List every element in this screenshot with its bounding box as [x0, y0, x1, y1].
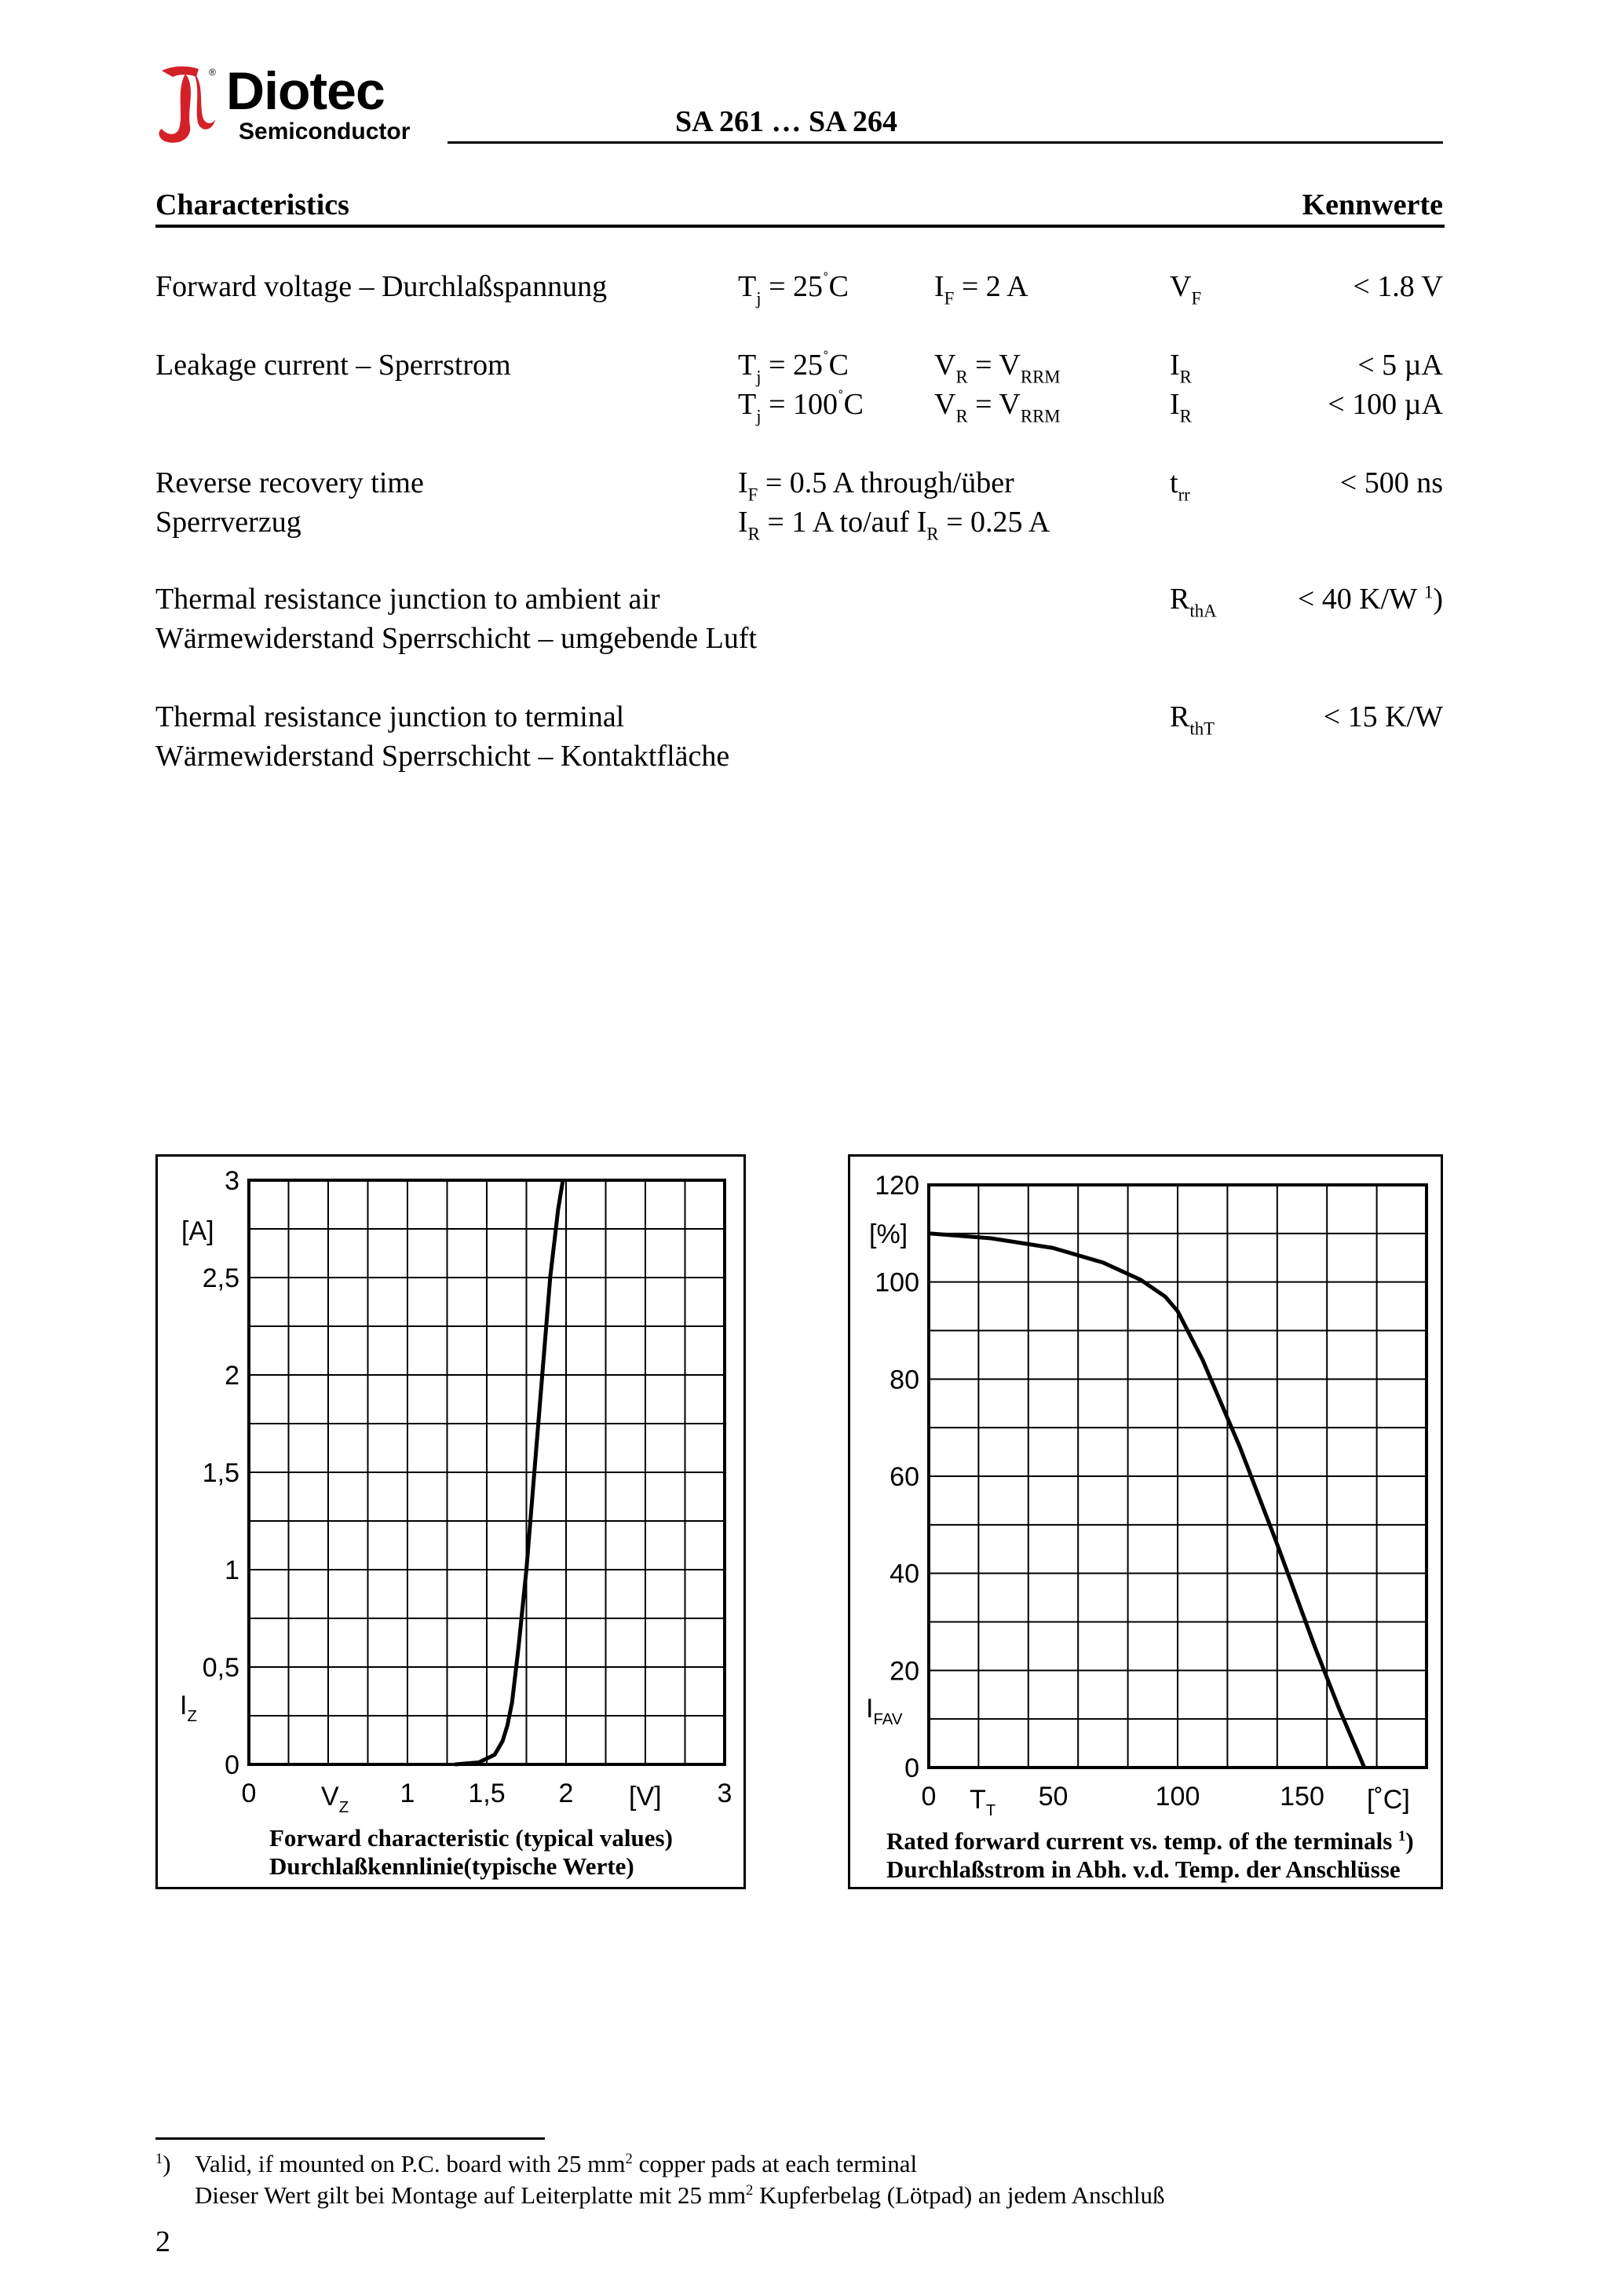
brand-name: Diotec — [226, 61, 385, 121]
forward-characteristic-chart — [158, 1157, 743, 1808]
chart1-x-unit: [V] — [629, 1782, 662, 1812]
chart1-y-tick-label: 1,5 — [202, 1458, 239, 1488]
leakage-r2-value: < 100 µA — [1328, 388, 1443, 421]
caption-text: Rated forward current vs. temp. of the terminals — [886, 1827, 1399, 1855]
chart1-y-tick-label: 0 — [225, 1750, 239, 1780]
chart2-y-tick-label: 60 — [890, 1462, 919, 1492]
symbol-sub: rr — [1178, 484, 1190, 505]
rth-terminal-symbol — [1170, 697, 1215, 737]
chart2-y-tick-label: 20 — [890, 1656, 919, 1687]
footnote-rule — [155, 2137, 545, 2140]
recovery-cond-ir — [738, 503, 1050, 542]
diotec-logo — [155, 63, 438, 149]
chart1-y-unit: [A] — [181, 1216, 214, 1246]
rth-ambient-value — [1225, 579, 1443, 619]
cond-unit: C — [828, 270, 849, 303]
part-range-title: SA 261 … SA 264 — [675, 105, 897, 138]
cond-symbol: T — [738, 388, 757, 421]
symbol-main: R — [1170, 700, 1190, 733]
degree-sign: ˚ — [823, 348, 829, 368]
cond-value: = 0.5 A through/über — [758, 466, 1014, 499]
cond-symbol: I — [934, 270, 944, 303]
chart2-y-tick-label: 120 — [875, 1171, 919, 1201]
cond-value: = V — [967, 388, 1021, 421]
cond-symbol: I — [738, 506, 748, 539]
forward-voltage-value: < 1.8 V — [1353, 270, 1443, 303]
symbol-main: I — [1170, 388, 1180, 421]
cond-symbol: V — [934, 388, 956, 421]
cond-subscript: R — [747, 524, 760, 544]
chart1-y-tick-label: 2,5 — [202, 1263, 239, 1293]
cond-value: = 1 A to/auf I — [759, 506, 927, 539]
cond-symbol: T — [738, 270, 757, 303]
leakage-label: Leakage current – Sperrstrom — [155, 349, 511, 382]
recovery-label-de: Sperrverzug — [155, 506, 301, 539]
cond-value: = 2 A — [954, 270, 1028, 303]
footnote-ref-close: ) — [1433, 583, 1443, 616]
cond-unit: C — [843, 388, 864, 421]
header-rule — [448, 141, 1443, 144]
cond-value: = V — [967, 349, 1021, 382]
footnote-ref-close: ) — [1405, 1827, 1414, 1855]
cond-value: = 25 — [761, 270, 823, 303]
rth-ambient-symbol — [1170, 579, 1217, 619]
chart1-caption-en: Forward characteristic (typical values) — [269, 1824, 673, 1852]
footnote-paren: ) — [163, 2150, 171, 2177]
chart1-y-tick-label: 0,5 — [202, 1653, 239, 1683]
leakage-r1-value: < 5 µA — [1357, 349, 1443, 382]
chart2-x-symbol — [970, 1785, 996, 1820]
chart1-y-symbol — [180, 1691, 197, 1726]
chart1-x-symbol — [321, 1782, 349, 1817]
forward-voltage-cond-tj — [738, 267, 849, 309]
symbol-sub: Z — [338, 1799, 349, 1817]
forward-characteristic-panel — [155, 1154, 746, 1889]
chart2-y-tick-label: 80 — [890, 1365, 919, 1395]
symbol-main: V — [321, 1782, 339, 1812]
cond-subscript: R — [955, 367, 968, 387]
recovery-label-en: Reverse recovery time — [155, 466, 424, 499]
footnote-text: Dieser Wert gilt bei Montage auf Leiterplatte mit 25 mm — [195, 2181, 746, 2209]
chart2-caption-de: Durchlaßstrom in Abh. v.d. Temp. der Anschlüsse — [886, 1855, 1401, 1883]
symbol-main: I — [1170, 349, 1180, 382]
chart2-y-tick-label: 40 — [890, 1559, 919, 1589]
degree-sign: ˚ — [823, 269, 829, 290]
section-rule — [155, 225, 1445, 228]
forward-voltage-symbol — [1170, 267, 1202, 309]
footnote-text: Valid, if mounted on P.C. board with 25 mm — [195, 2150, 626, 2177]
rated-current-chart — [850, 1157, 1441, 1812]
cond-value: = 100 — [761, 388, 838, 421]
forward-voltage-cond-if — [934, 267, 1028, 309]
symbol-sub: R — [1179, 406, 1192, 426]
symbol-sub: Z — [187, 1708, 197, 1726]
brand-subtitle: Semiconductor — [239, 119, 411, 144]
chart2-y-tick-label: 100 — [875, 1267, 919, 1298]
symbol-main: t — [1170, 466, 1178, 499]
cond-subscript: j — [756, 288, 762, 309]
chart2-y-symbol — [866, 1694, 903, 1729]
chart1-x-tick-label: 0 — [241, 1779, 257, 1808]
chart1-caption-de: Durchlaßkennlinie(typische Werte) — [269, 1852, 634, 1880]
cond-subscript: R — [926, 524, 939, 544]
footnote-line-en — [195, 2148, 917, 2180]
footnote-text: copper pads at each terminal — [632, 2150, 918, 2177]
svg-text:®: ® — [209, 67, 216, 78]
rth-terminal-label-en: Thermal resistance junction to terminal — [155, 700, 625, 733]
section-title-en: Characteristics — [155, 188, 349, 221]
footnote-number: 1 — [155, 2150, 163, 2167]
cond-subscript: RRM — [1020, 406, 1061, 426]
leakage-r2-tj — [738, 385, 864, 424]
section-title-de: Kennwerte — [1302, 188, 1443, 221]
chart2-caption-en — [886, 1827, 1414, 1855]
chart1-y-tick-label: 1 — [225, 1556, 239, 1585]
chart1-x-tick-label: 1,5 — [468, 1779, 506, 1808]
superscript: 2 — [625, 2150, 633, 2167]
chart1-x-tick-label: 1 — [400, 1779, 415, 1808]
diotec-logo-mark — [155, 63, 218, 149]
symbol-sub: F — [1191, 288, 1202, 309]
chart2-y-unit: [%] — [869, 1219, 908, 1249]
page-number: 2 — [155, 2225, 170, 2258]
value-text: < 40 K/W — [1297, 583, 1424, 616]
leakage-r2-symbol — [1170, 385, 1192, 424]
symbol-main: I — [180, 1691, 188, 1720]
chart2-series-line — [929, 1234, 1364, 1768]
symbol-sub: R — [1179, 367, 1192, 387]
cond-value: = 25 — [761, 349, 823, 382]
chart2-x-tick-label: 100 — [1155, 1782, 1200, 1812]
symbol-sub: thT — [1189, 718, 1215, 739]
rth-terminal-value: < 15 K/W — [1323, 700, 1443, 733]
chart1-y-tick-label: 2 — [225, 1361, 239, 1391]
recovery-symbol — [1170, 463, 1190, 503]
chart1-x-tick-label: 3 — [717, 1779, 732, 1808]
cond-value: = 0.25 A — [938, 506, 1050, 539]
cond-subscript: F — [747, 484, 758, 505]
cond-subscript: F — [944, 288, 955, 309]
forward-voltage-label: Forward voltage – Durchlaßspannung — [155, 270, 608, 303]
rth-ambient-label-en: Thermal resistance junction to ambient air — [155, 583, 660, 616]
cond-subscript: j — [756, 367, 762, 387]
chart2-x-tick-label: 50 — [1038, 1782, 1069, 1812]
symbol-sub: thA — [1189, 601, 1217, 621]
degree-sign: ˚ — [838, 387, 844, 408]
cond-subscript: RRM — [1020, 367, 1061, 387]
chart2-x-tick-label: 0 — [921, 1782, 937, 1812]
cond-symbol: I — [738, 466, 748, 499]
cond-unit: C — [828, 349, 849, 382]
rated-current-panel — [848, 1154, 1443, 1889]
chart2-y-tick-label: 0 — [904, 1753, 919, 1783]
leakage-r1-tj — [738, 345, 849, 385]
cond-symbol: T — [738, 349, 757, 382]
chart1-x-tick-label: 2 — [558, 1779, 574, 1808]
recovery-cond-if — [738, 463, 1014, 503]
leakage-r2-vr — [934, 385, 1061, 424]
symbol-sub: T — [985, 1802, 996, 1820]
rth-terminal-label-de: Wärmewiderstand Sperrschicht – Kontaktfläche — [155, 740, 730, 773]
symbol-main: R — [1170, 583, 1190, 616]
leakage-r1-symbol — [1170, 345, 1192, 385]
recovery-value: < 500 ns — [1339, 466, 1443, 499]
footnote-ref: 1 — [1398, 1827, 1406, 1844]
footnote-marker — [155, 2148, 171, 2180]
symbol-main: I — [866, 1694, 874, 1724]
footnote-ref: 1 — [1423, 582, 1434, 602]
symbol-main: V — [1170, 270, 1192, 303]
cond-subscript: R — [955, 406, 968, 426]
symbol-main: T — [970, 1785, 986, 1815]
chart2-x-tick-label: 150 — [1280, 1782, 1324, 1812]
leakage-r1-vr — [934, 345, 1061, 385]
cond-subscript: j — [756, 406, 762, 426]
cond-symbol: V — [934, 349, 956, 382]
chart1-y-tick-label: 3 — [225, 1166, 239, 1196]
chart2-x-unit: [˚C] — [1367, 1785, 1410, 1815]
footnote-line-de — [195, 2180, 1165, 2211]
superscript: 2 — [745, 2181, 754, 2199]
rth-ambient-label-de: Wärmewiderstand Sperrschicht – umgebende Luft — [155, 622, 758, 655]
symbol-sub: FAV — [873, 1711, 903, 1729]
footnote-text: Kupferbelag (Lötpad) an jedem Anschluß — [753, 2181, 1165, 2209]
